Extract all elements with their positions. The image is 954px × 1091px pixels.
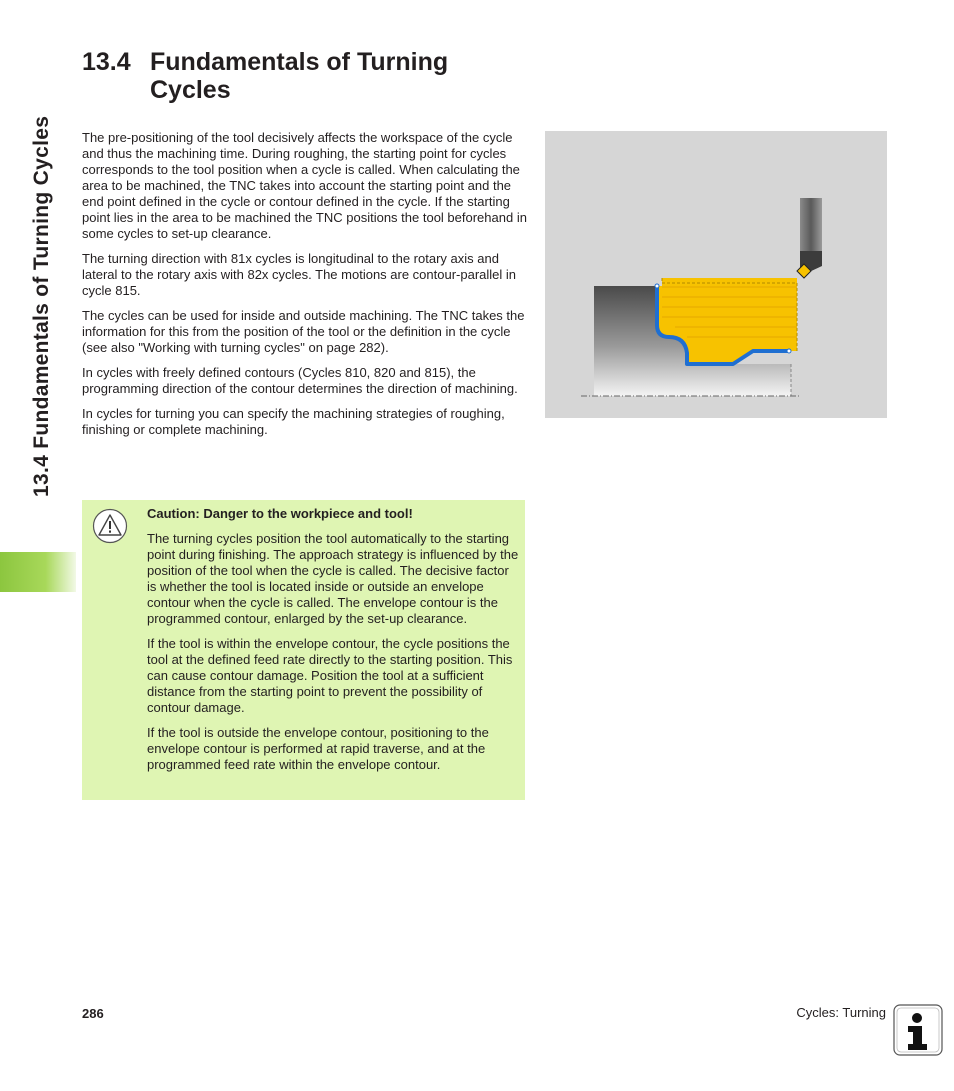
caution-paragraph: The turning cycles position the tool automatically to the starting point during finishing. The approach strategy is influenced by the position of the tool when the cycle is called. The decisive factor is whether the tool is located inside or outside an envelope contour when the cycle is called. The envelope contour is the programmed contour, enlarged by the set-up clearance. bbox=[147, 531, 519, 626]
caution-paragraph: If the tool is within the envelope contour, the cycle positions the tool at the defined feed rate directly to the starting position. This can cause contour damage. Position the tool at a sufficient distance from the starting point to prevent the possibility of contour damage. bbox=[147, 636, 513, 715]
heading-number: 13.4 bbox=[82, 48, 131, 76]
heading-title: Fundamentals of Turning Cycles bbox=[150, 48, 449, 104]
caution-title: Caution: Danger to the workpiece and tool! bbox=[147, 506, 413, 521]
caution-text bbox=[147, 506, 519, 782]
warning-triangle-icon bbox=[92, 508, 128, 544]
paragraph: The cycles can be used for inside and outside machining. The TNC takes the information for this from the position of the tool or the definition in the cycle (see also "Working with turning cycles" on page 282). bbox=[82, 308, 525, 355]
caution-paragraph: If the tool is outside the envelope contour, positioning to the envelope contour is performed at rapid traverse, and at the programmed feed rate within the envelope contour. bbox=[147, 725, 489, 772]
paragraph: The pre-positioning of the tool decisively affects the workspace of the cycle and thus the machining time. During roughing, the starting point for cycles corresponds to the tool position when a cycle is called. When calculating the area to be machined, the TNC takes into account the starting point and the end point defined in the cycle or contour defined in the cycle. If the starting point lies in the area to be machined the TNC positions the tool beforehand in some cycles to set-up clearance. bbox=[82, 130, 527, 241]
paragraph: In cycles for turning you can specify the machining strategies of roughing, finishing or complete machining. bbox=[82, 406, 505, 437]
footer-section-label: Cycles: Turning bbox=[796, 1005, 886, 1020]
sidebar-section-title bbox=[0, 0, 76, 560]
paragraph: In cycles with freely defined contours (Cycles 810, 820 and 815), the programming direction of the contour determines the direction of machining. bbox=[82, 365, 518, 396]
body-text bbox=[82, 130, 528, 447]
caution-box bbox=[82, 500, 525, 800]
info-icon bbox=[893, 1004, 943, 1056]
paragraph: The turning direction with 81x cycles is longitudinal to the rotary axis and lateral to the rotary axis with 82x cycles. The motions are contour-parallel in cycle 815. bbox=[82, 251, 517, 298]
turning-cycle-illustration bbox=[545, 131, 887, 418]
page-number: 286 bbox=[82, 1006, 104, 1021]
sidebar-title-text: 13.4 Fundamentals of Turning Cycles bbox=[30, 115, 53, 497]
chapter-tab-marker bbox=[0, 552, 76, 592]
